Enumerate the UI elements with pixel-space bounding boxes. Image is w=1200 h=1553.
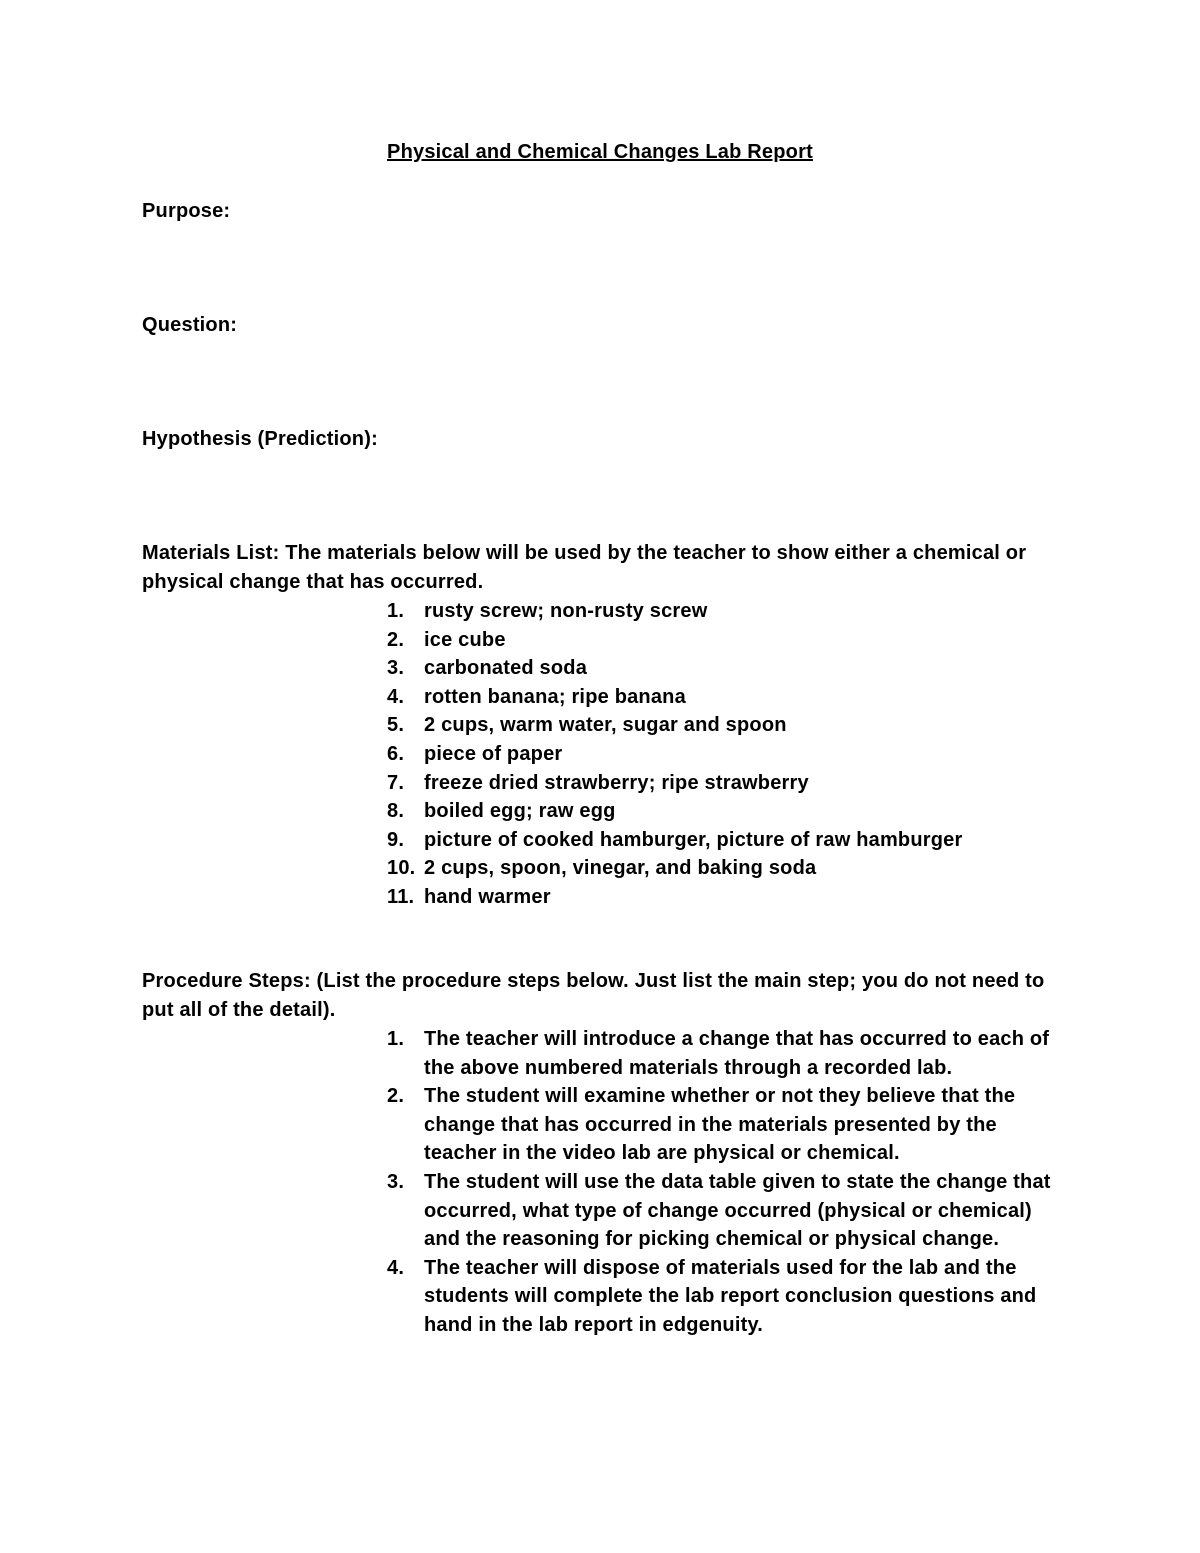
- list-item: [0, 740, 962, 769]
- item-number: 8.: [387, 800, 405, 823]
- item-text: picture of cooked hamburger, picture of raw hamburger: [424, 828, 963, 851]
- step-number: 4.: [387, 1256, 405, 1279]
- item-text: rotten banana; ripe banana: [424, 685, 686, 708]
- list-item: [0, 597, 962, 626]
- item-number: 11.: [387, 885, 415, 908]
- list-item: [0, 626, 962, 655]
- item-text: carbonated soda: [424, 657, 588, 680]
- list-item: [0, 883, 962, 912]
- document-title: Physical and Chemical Changes Lab Report: [387, 141, 813, 163]
- item-text: boiled egg; raw egg: [424, 800, 616, 823]
- list-item: [0, 1254, 1064, 1340]
- step-number: 2.: [387, 1085, 405, 1108]
- item-number: 1.: [387, 600, 405, 622]
- step-number: 3.: [387, 1170, 405, 1193]
- list-item: [0, 1082, 1064, 1168]
- item-text: ice cube: [424, 628, 506, 651]
- step-text: The student will use the data table given to state the change that occurred, what type of change occurred (physical or chemical) and the reasoning for picking chemical or physical change.: [424, 1170, 1051, 1251]
- step-text: The teacher will dispose of materials used for the lab and the students will complete the lab report conclusion questions and hand in the lab report in edgenuity.: [424, 1256, 1037, 1336]
- step-number: 1.: [387, 1028, 405, 1050]
- item-text: 2 cups, warm water, sugar and spoon: [424, 714, 787, 737]
- item-text: hand warmer: [424, 885, 551, 908]
- materials-intro: Materials List: The materials below will be used by the teacher to show either a chemical or physical change that has occurred.: [142, 542, 1027, 593]
- list-item: [0, 711, 962, 740]
- step-text: The student will examine whether or not they believe that the change that has occurred in the materials presented by the teacher in the video lab are physical or chemical.: [424, 1085, 1016, 1165]
- list-item: [0, 1025, 1064, 1082]
- item-number: 7.: [387, 771, 405, 794]
- hypothesis-label: Hypothesis (Prediction):: [142, 428, 378, 450]
- item-number: 2.: [387, 628, 405, 651]
- materials-list: [0, 597, 962, 912]
- step-text: The teacher will introduce a change that has occurred to each of the above numbered materials through a recorded lab.: [424, 1028, 1050, 1079]
- list-item: [0, 826, 962, 855]
- list-item: [0, 769, 962, 798]
- purpose-label: Purpose:: [142, 200, 231, 222]
- list-item: [0, 683, 962, 712]
- list-item: [0, 1168, 1064, 1254]
- item-number: 5.: [387, 714, 405, 737]
- list-item: [0, 797, 962, 826]
- question-label: Question:: [142, 314, 238, 336]
- item-text: piece of paper: [424, 742, 563, 765]
- item-number: 6.: [387, 742, 405, 765]
- list-item: [0, 654, 962, 683]
- list-item: [0, 854, 962, 883]
- procedure-intro: Procedure Steps: (List the procedure steps below. Just list the main step; you do not need to put all of the detail).: [142, 970, 1045, 1021]
- item-number: 4.: [387, 685, 405, 708]
- item-number: 3.: [387, 657, 405, 680]
- item-text: 2 cups, spoon, vinegar, and baking soda: [424, 857, 817, 880]
- item-text: rusty screw; non-rusty screw: [424, 600, 708, 622]
- item-number: 9.: [387, 828, 405, 851]
- item-text: freeze dried strawberry; ripe strawberry: [424, 771, 809, 794]
- item-number: 10.: [387, 857, 416, 880]
- procedure-list: [0, 1025, 1064, 1340]
